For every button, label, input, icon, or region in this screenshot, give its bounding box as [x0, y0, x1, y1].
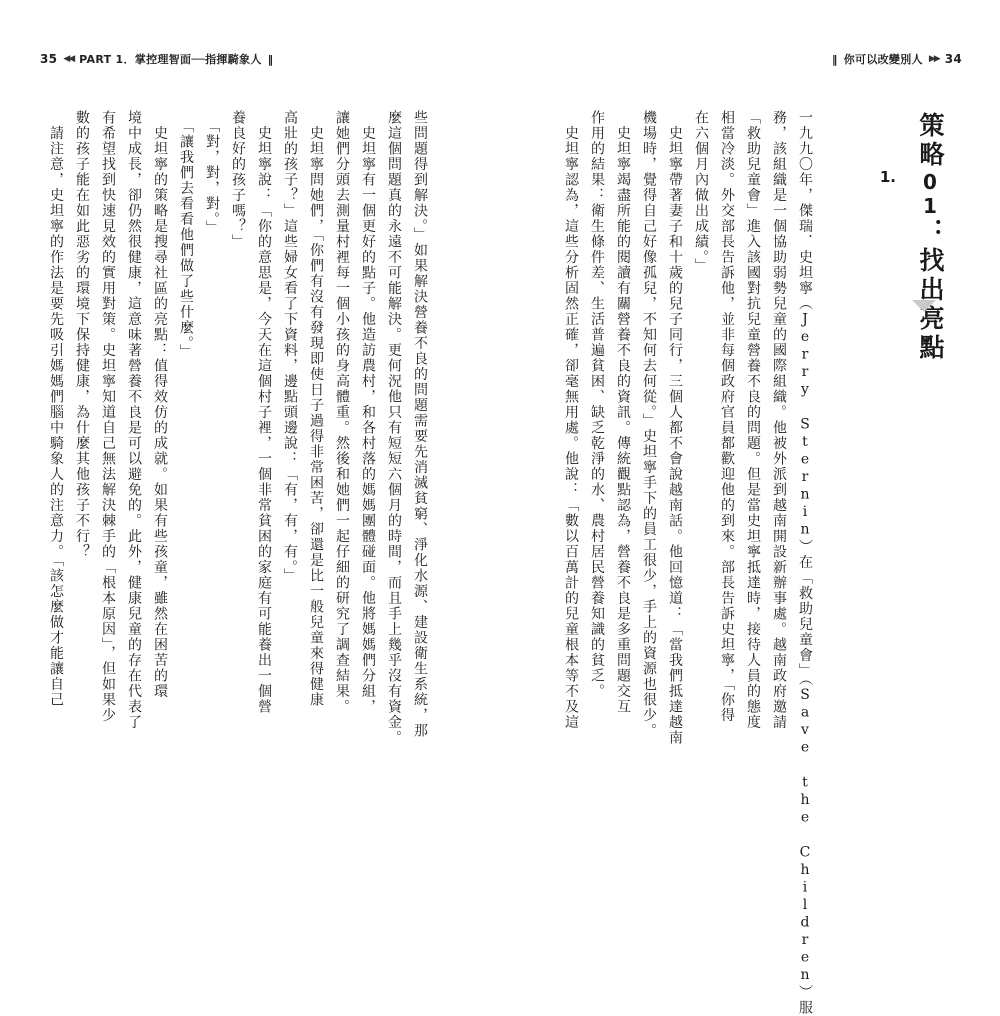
strategy-number: 01	[918, 170, 942, 218]
left-text-column: 麼這個問題真的永遠不可能解決。更何況他只有短短六個月的時間，而且手上幾乎沒有資金。	[386, 110, 402, 746]
right-text-column: 「救助兒童會」進入該國對抗兒童營養不良的問題。但是當史坦寧抵達時，接待人員的態度	[745, 110, 761, 730]
right-text-column: 史坦寧帶著妻子和十歲的兒子同行，三個人都不會說越南話。他回憶道：「當我們抵達越南	[667, 110, 683, 746]
left-text-column: 高壯的孩子？」這些婦女看了下資料，邊點頭邊說：「有，有，有。」	[282, 110, 298, 584]
right-text-column: 作用的結果：衛生條件差、生活普遍貧困、缺乏乾淨的水、農村居民營養知識的貧乏。	[589, 110, 605, 699]
left-page-number: 35	[40, 52, 58, 66]
left-text-column: 「讓我們去看看他們做了些什麼。」	[178, 110, 194, 360]
right-text-column: 史坦寧竭盡所能的閱讀有關營養不良的資訊。傳統觀點認為，營養不良是多重問題交互	[615, 110, 631, 715]
right-text-column: 務，該組織是一個協助弱勢兒童的國際組織。他被外派到越南開設新辦事處。越南政府邀請	[771, 110, 787, 730]
left-text-column: 史坦寧說：「你的意思是，今天在這個村子裡，一個非常貧困的家庭有可能養出一個營	[256, 110, 272, 715]
left-text-column: 讓她們分頭去測量村裡每一個小孩的身高體重。然後和她們一起仔細的研究了調查結果。	[334, 110, 350, 715]
right-page-header	[832, 51, 962, 67]
left-text-column: 有希望找到快速見效的實用對策。史坦寧知道自己無法解決棘手的「根本原因」，但如果少	[100, 110, 116, 723]
left-text-column: 史坦寧的策略是搜尋社區的亮點：值得效仿的成就。如果有些孩童，雖然在困苦的環	[152, 110, 168, 699]
chevron-down-icon	[912, 300, 936, 312]
left-text-column: 養良好的孩子嗎？」	[230, 110, 246, 250]
strategy-label: 策略	[916, 112, 945, 170]
right-arrow-icon: ▶▶	[928, 54, 939, 64]
left-text-column: 請注意，史坦寧的作法是要先吸引媽媽們腦中騎象人的注意力。「該怎麼做才能讓自己	[48, 110, 64, 708]
left-text-column: 史坦寧問她們，「你們有沒有發現即使日子過得非常困苦，卻還是比一般兒童來得健康	[308, 110, 324, 708]
right-page-number: 34	[944, 52, 962, 66]
bar-icon: ‖	[831, 52, 838, 66]
right-text-column: 機場時，覺得自己好像孤兒，不知何去何從。」史坦寧手下的員工很少，手上的資源也很少。	[641, 110, 657, 739]
left-running-title: PART 1．掌控理智面──指揮騎象人	[79, 53, 262, 66]
left-text-column: 史坦寧有一個更好的點子。他造訪農村，和各村落的媽媽團體碰面。他將媽媽們分組，	[360, 110, 376, 715]
strategy-name: 找出亮點	[916, 247, 945, 363]
left-text-column: 「對，對，對。」	[204, 110, 220, 236]
step-number: 1.	[879, 168, 896, 186]
left-text-column: 數的孩子能在如此惡劣的環境下保持健康，為什麼其他孩子不行？	[74, 110, 90, 560]
left-page	[0, 0, 500, 746]
strategy-title	[912, 112, 948, 363]
left-page-header	[40, 51, 273, 67]
strategy-colon: ：	[916, 218, 945, 247]
strategy-heading	[878, 112, 948, 632]
right-text-column: 相當冷淡。外交部長告訴他，並非每個政府官員都歡迎他的到來。部長告訴史坦寧，「你得	[719, 110, 735, 723]
left-text-column: 些問題得到解決。」如果解決營養不良的問題需要先消滅貧窮、淨化水源、建設衛生系統，那	[412, 110, 428, 739]
left-text-column: 境中成長，卻仍然很健康，這意味著營養不良是可以避免的。此外，健康兒童的存在代表了	[126, 110, 142, 730]
right-text-column: 一九九〇年，傑瑞．史坦寧（Jerry Sternin）在「救助兒童會」（Save the Children）服	[797, 110, 813, 1016]
bar-icon: ‖	[267, 52, 274, 66]
right-running-title: 你可以改變別人	[843, 53, 923, 66]
right-text-column: 在六個月內做出成績。」	[693, 110, 709, 274]
right-text-column: 史坦寧認為，這些分析固然正確，卻毫無用處。他說：「數以百萬計的兒童根本等不及這	[563, 110, 579, 730]
left-arrow-icon: ◀◀	[63, 54, 74, 64]
